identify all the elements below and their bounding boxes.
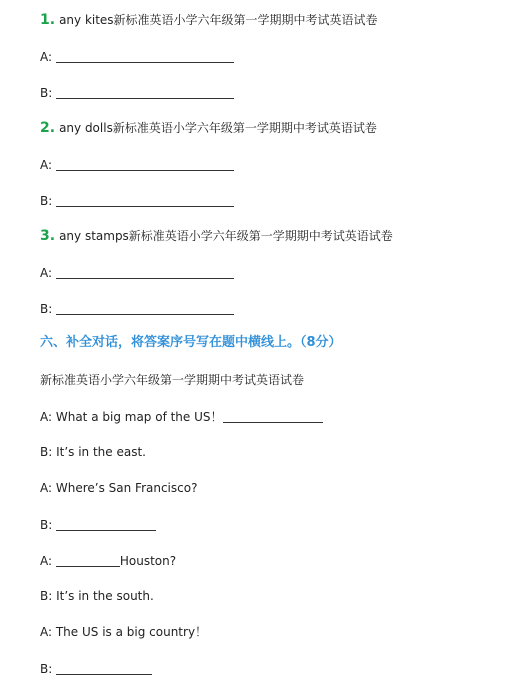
question-number: 1. xyxy=(40,12,56,28)
answer-blank[interactable] xyxy=(56,50,234,63)
answer-label: A: xyxy=(40,158,53,172)
answer-blank[interactable] xyxy=(56,518,156,531)
answer-blank[interactable] xyxy=(56,194,234,207)
answer-a-3 xyxy=(40,264,234,281)
dialogue-text: Houston? xyxy=(119,554,177,568)
question-3 xyxy=(40,228,393,244)
dialogue-line-5 xyxy=(40,552,176,569)
answer-blank[interactable] xyxy=(56,86,234,99)
dialogue-line-7: A: The US is a big country！ xyxy=(40,625,208,639)
answer-blank[interactable] xyxy=(56,266,234,279)
section-subtitle: 新标准英语小学六年级第一学期期中考试英语试卷 xyxy=(40,373,305,387)
answer-a-1 xyxy=(40,48,234,65)
dialogue-line-6: B: It’s in the south. xyxy=(40,589,154,603)
question-2 xyxy=(40,120,377,136)
dialogue-line-3: A: Where’s San Francisco? xyxy=(40,481,198,495)
answer-b-2 xyxy=(40,192,234,209)
answer-label: B: xyxy=(40,194,53,208)
answer-blank[interactable] xyxy=(223,410,323,423)
answer-b-3 xyxy=(40,300,234,317)
section-title: 六、补全对话，将答案序号写在题中横线上。（8分） xyxy=(40,335,342,350)
question-number: 2. xyxy=(40,120,56,136)
answer-b-1 xyxy=(40,84,234,101)
answer-blank[interactable] xyxy=(56,554,120,567)
answer-blank[interactable] xyxy=(56,662,152,675)
question-text: any dolls新标准英语小学六年级第一学期期中考试英语试卷 xyxy=(59,121,377,135)
answer-blank[interactable] xyxy=(56,302,234,315)
dialogue-text: A: xyxy=(40,554,53,568)
answer-label: B: xyxy=(40,302,53,316)
question-number: 3. xyxy=(40,228,56,244)
question-text: any kites新标准英语小学六年级第一学期期中考试英语试卷 xyxy=(59,13,378,27)
dialogue-text: B: xyxy=(40,662,53,676)
dialogue-text: B: xyxy=(40,518,53,532)
answer-label: B: xyxy=(40,86,53,100)
dialogue-text: A: What a big map of the US！ xyxy=(40,410,223,424)
answer-label: A: xyxy=(40,50,53,64)
question-1 xyxy=(40,12,378,28)
dialogue-line-2: B: It’s in the east. xyxy=(40,445,146,459)
dialogue-line-8 xyxy=(40,660,152,677)
answer-blank[interactable] xyxy=(56,158,234,171)
dialogue-line-4 xyxy=(40,516,156,533)
answer-a-2 xyxy=(40,156,234,173)
answer-label: A: xyxy=(40,266,53,280)
question-text: any stamps新标准英语小学六年级第一学期期中考试英语试卷 xyxy=(59,229,393,243)
dialogue-line-1 xyxy=(40,408,323,425)
